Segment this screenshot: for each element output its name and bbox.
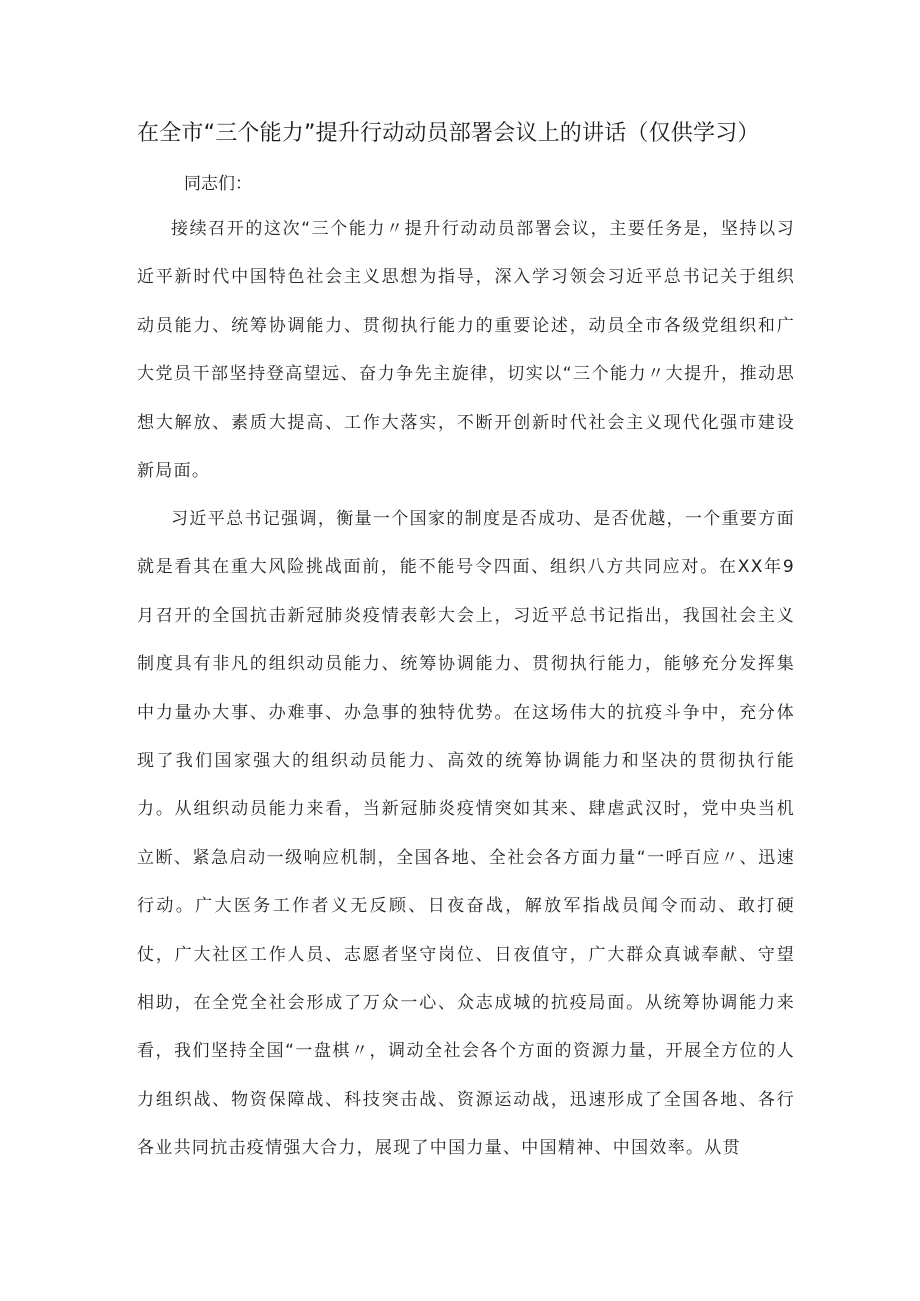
document-title: 在全市“三个能力”提升行动动员部署会议上的讲话（仅供学习） xyxy=(137,121,760,146)
paragraph-1: 接续召开的这次“三个能力〃提升行动动员部署会议，主要任务是，坚持以习近平新时代中国特色社会主义思想为指导，深入学习领会习近平总书记关于组织动员能力、统筹协调能力、贯彻执行能力的重要论述，动员全市各级党组织和广大党员干部坚持登高望远、奋力争先主旋律，切实以“三个能力〃大提升，推动思想大解放、素质大提高、工作大落实，不断开创新时代社会主义现代化强市建设新局面。 xyxy=(137,219,795,482)
salutation: 同志们： xyxy=(184,174,252,194)
paragraph-2: 习近平总书记强调，衡量一个国家的制度是否成功、是否优越，一个重要方面就是看其在重大风险挑战面前，能不能号令四面、组织八方共同应对。在XX年9月召开的全国抗击新冠肺炎疫情表彰大会上，习近平总书记指出，我国社会主义制度具有非凡的组织动员能力、统筹协调能力、贯彻执行能力，能够充分发挥集中力量办大事、办难事、办急事的独特优势。在这场伟大的抗疫斗争中，充分体现了我们国家强大的组织动员能力、高效的统筹协调能力和坚决的贯彻执行能力。从组织动员能力来看，当新冠肺炎疫情突如其来、肆虐武汉时，党中央当机立断、紧急启动一级响应机制，全国各地、全社会各方面力量“一呼百应〃、迅速行动。广大医务工作者义无反顾、日夜奋战，解放军指战员闻令而动、敢打硬仗，广大社区工作人员、志愿者坚守岗位、日夜值守，广大群众真诚奉献、守望相助，在全党全社会形成了万众一心、众志成城的抗疫局面。从统筹协调能力来看，我们坚持全国“一盘棋〃，调动全社会各个方面的资源力量，开展全方位的人力组织战、物资保障战、科技突击战、资源运动战，迅速形成了全国各地、各行各业共同抗击疫情强大合力，展现了中国力量、中国精神、中国效率。从贯 xyxy=(137,509,795,1159)
